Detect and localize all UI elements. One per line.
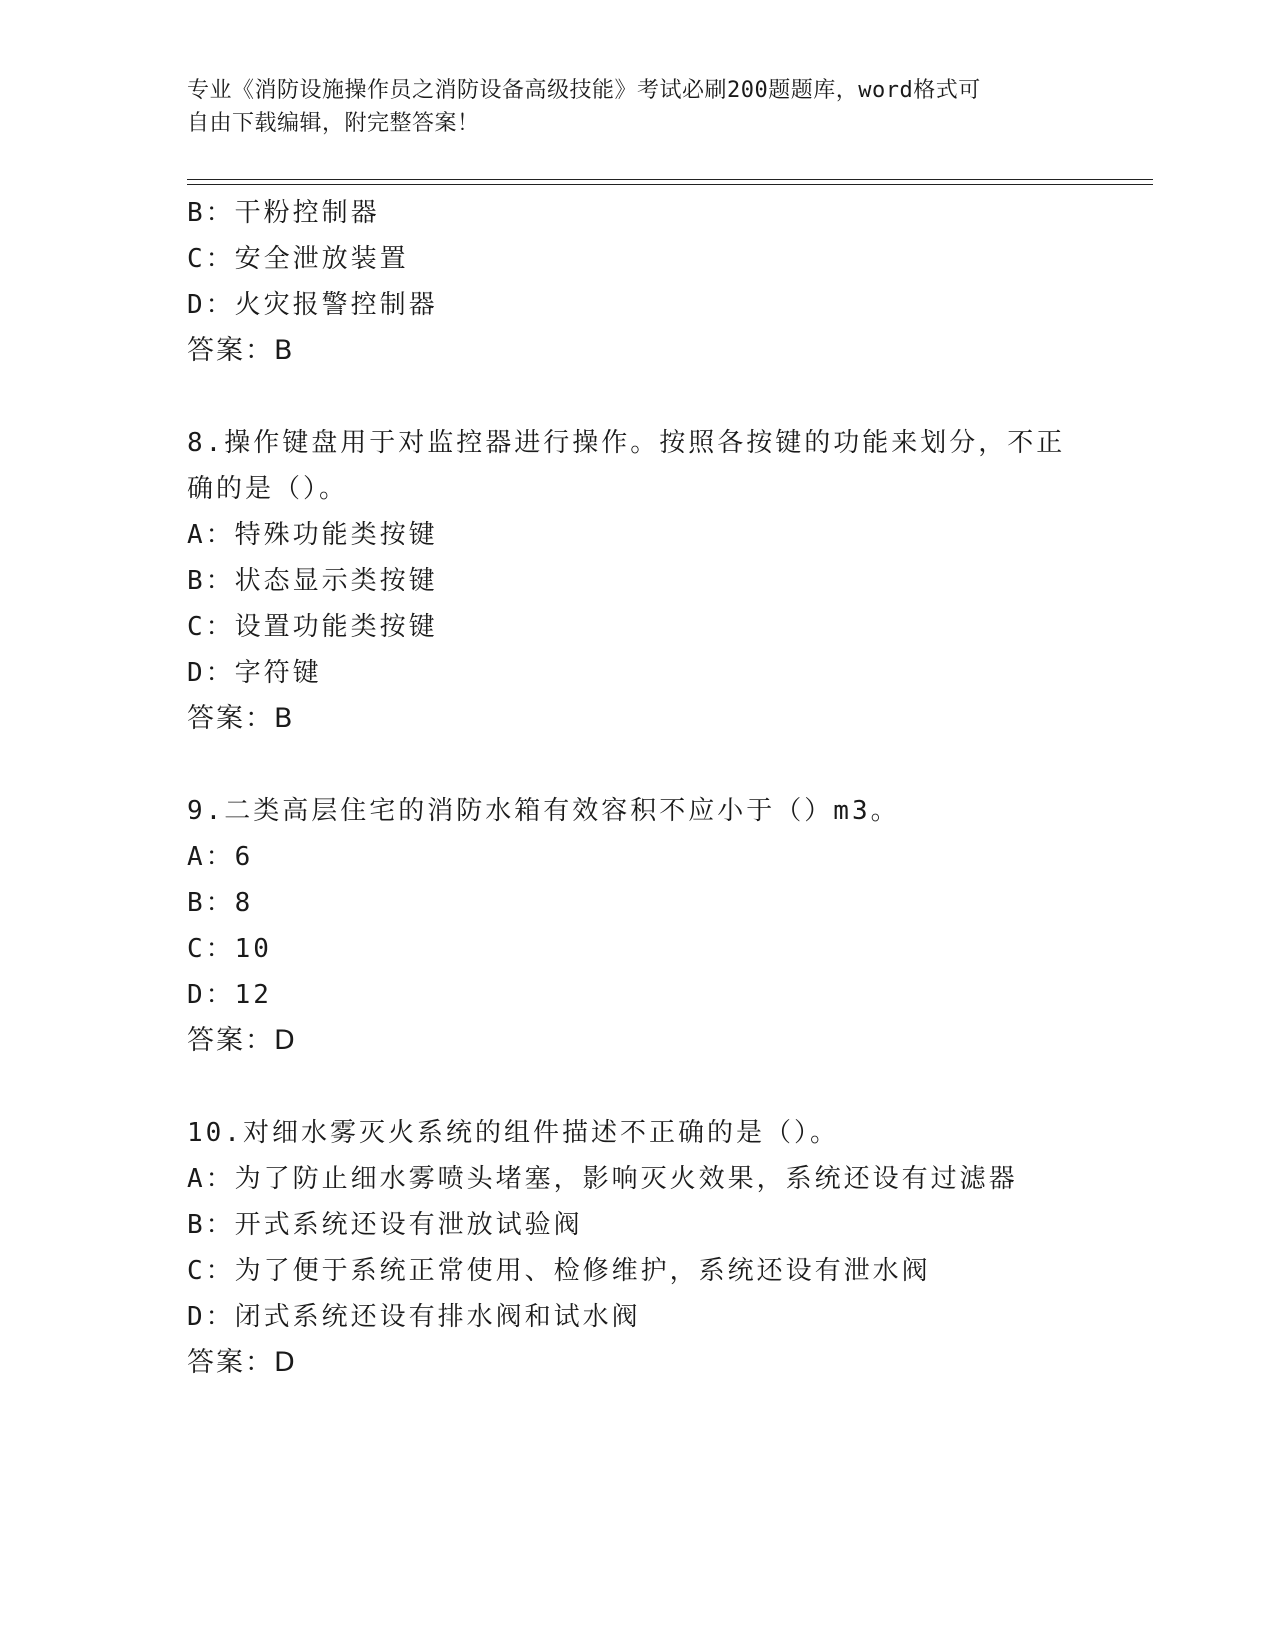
option-b [187,558,1087,604]
option-c [187,236,1087,282]
option-c [187,604,1087,650]
answer-line: 答案：D [187,1025,297,1056]
option-a [187,834,1087,880]
question-stem-line-2: 确的是（）。 [187,474,349,504]
option-text: 火灾报警控制器 [234,290,438,320]
option-text: 开式系统还设有泄放试验阀 [234,1210,583,1240]
option-text: 为了便于系统正常使用、检修维护，系统还设有泄水阀 [234,1256,931,1286]
question-stem-line-1: 8.操作键盘用于对监控器进行操作。按照各按键的功能来划分，不正 [187,428,1066,458]
option-d [187,282,1087,328]
option-key: B： [187,198,235,228]
option-key: A： [187,842,235,872]
option-key: C： [187,934,235,964]
option-text: 12 [234,980,272,1010]
option-text: 状态显示类按键 [234,566,438,596]
option-text: 8 [234,888,254,918]
question-7-continuation [187,190,1087,374]
header-divider-top [187,179,1153,180]
option-key: D： [187,658,235,688]
option-c [187,926,1087,972]
header-line-1: 专业《消防设施操作员之消防设备高级技能》考试必刷200题题库，word格式可 [187,78,981,103]
option-key: B： [187,888,235,918]
option-key: C： [187,1256,235,1286]
question-8 [187,420,1087,742]
option-d [187,972,1087,1018]
option-text: 字符键 [234,658,322,688]
option-key: C： [187,244,235,274]
option-text: 为了防止细水雾喷头堵塞，影响灭火效果，系统还设有过滤器 [234,1164,1018,1194]
option-d [187,1294,1087,1340]
option-text: 特殊功能类按键 [234,520,438,550]
option-key: A： [187,1164,235,1194]
header-divider-bottom [187,184,1153,185]
option-text: 闭式系统还设有排水阀和试水阀 [234,1302,641,1332]
option-key: D： [187,1302,235,1332]
option-key: B： [187,1210,235,1240]
option-text: 设置功能类按键 [234,612,438,642]
header-line-2: 自由下载编辑，附完整答案！ [187,111,480,136]
option-key: C： [187,612,235,642]
option-a [187,512,1087,558]
option-c [187,1248,1087,1294]
option-b [187,880,1087,926]
document-header [187,74,1067,140]
option-text: 10 [234,934,272,964]
answer-line: 答案：D [187,1347,297,1378]
question-stem [187,788,1067,834]
question-stem-line-1: 10.对细水雾灭火系统的组件描述不正确的是（）。 [187,1118,839,1148]
option-text: 6 [234,842,254,872]
option-a [187,1156,1087,1202]
question-10 [187,1110,1087,1386]
option-d [187,650,1087,696]
question-9 [187,788,1087,1064]
answer-line: 答案：B [187,335,295,366]
option-key: D： [187,290,235,320]
option-b [187,1202,1087,1248]
question-stem-line-1: 9.二类高层住宅的消防水箱有效容积不应小于（）m3。 [187,796,900,826]
answer-line: 答案：B [187,703,295,734]
option-key: A： [187,520,235,550]
question-stem [187,1110,1067,1156]
question-stem [187,420,1067,512]
option-key: D： [187,980,235,1010]
question-content [187,190,1087,1386]
option-b [187,190,1087,236]
option-key: B： [187,566,235,596]
option-text: 干粉控制器 [234,198,380,228]
option-text: 安全泄放装置 [234,244,409,274]
